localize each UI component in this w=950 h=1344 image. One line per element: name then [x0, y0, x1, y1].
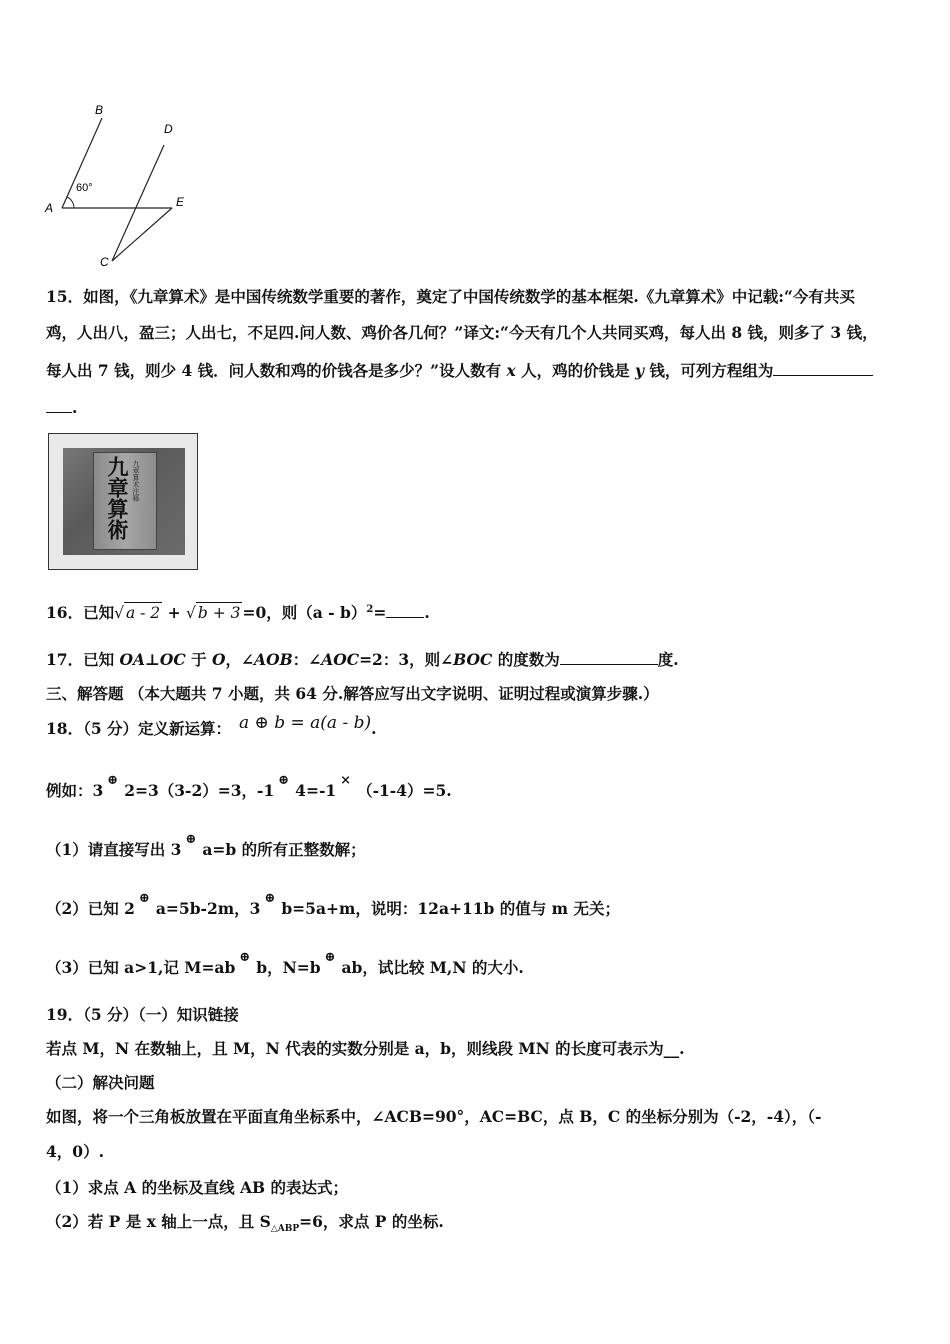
q18-part3 [46, 950, 524, 980]
q19-p2-subscript: △ABP [270, 1224, 300, 1235]
q15-line3-b: 人，鸡的价钱是 [515, 361, 636, 380]
oplus-icon-6: ⊕ [239, 950, 251, 965]
q17-prefix: 17．已知 [46, 650, 120, 669]
q19-p2-a: （2）若 P 是 x 轴上一点，且 S [46, 1212, 271, 1231]
book-photo-background [63, 448, 185, 555]
q18-example-a: 例如：3 [46, 781, 104, 800]
q18-example [46, 773, 452, 803]
q18-part2 [46, 891, 620, 921]
q17-answer-blank [560, 650, 658, 665]
sqrt-icon-2: √ [185, 604, 196, 623]
q16-mid: =0，则（a - b） [242, 603, 367, 623]
oplus-icon-3: ⊕ [185, 832, 197, 847]
q17-oa: OA [119, 650, 145, 669]
q18-formula: a ⊕ b = a(a - b) [239, 713, 372, 733]
q16-radicand-1: a - 2 [125, 604, 161, 623]
q19-sub2: （二）解决问题 [46, 1073, 155, 1092]
q17-boc: BOC [453, 650, 493, 669]
times-icon: × [340, 773, 352, 788]
q18-p2-c: b=5a+m，说明：12a+11b 的值与 m 无关； [281, 899, 620, 918]
q17-colon: ：∠ [292, 650, 322, 669]
q17-comma: ，∠ [225, 650, 255, 669]
q17-yu: 于 [185, 650, 213, 669]
q16-answer-blank [386, 603, 424, 618]
q19-line1: 若点 M，N 在数轴上，且 M，N 代表的实数分别是 a，b，则线段 MN 的长度可表示为__. [46, 1039, 685, 1058]
q18-p2-a: （2）已知 2 [46, 899, 135, 918]
label-e: E [176, 195, 185, 209]
oplus-icon-5: ⊕ [264, 891, 276, 906]
q19-part2 [46, 1212, 444, 1239]
geometry-figure [40, 98, 200, 273]
section-3-heading: 三、解答题 （本大题共 7 小题，共 64 分.解答应写出文字说明、证明过程或演算步骤.） [46, 684, 659, 703]
q19-title: 19．（5 分）（一）知识链接 [46, 1005, 239, 1024]
q19-p2-b: =6，求点 P 的坐标. [299, 1212, 444, 1231]
var-x: x [506, 361, 516, 380]
q19-part1: （1）求点 A 的坐标及直线 AB 的表达式； [46, 1178, 349, 1197]
q19-line3: 4，0）. [46, 1142, 104, 1161]
q17-aoc: AOC [321, 650, 360, 669]
q18-p1-b: a=b 的所有正整数解； [202, 840, 366, 859]
q16-exponent: 2 [366, 604, 374, 615]
segment-ab [62, 118, 102, 208]
angle-label: 60° [76, 182, 93, 194]
q16-radicand-2: b + 3 [197, 604, 241, 623]
label-d: D [164, 122, 173, 136]
q18-p3-a: （3）已知 a>1,记 M=ab [46, 958, 236, 977]
q18-example-d: （-1-4）=5. [357, 781, 452, 800]
q17-unit: 度. [657, 650, 679, 669]
q17-aob: AOB [254, 650, 293, 669]
q18-p1-a: （1）请直接写出 3 [46, 840, 182, 859]
q18-prefix: 18．（5 分）定义新运算： [46, 719, 232, 738]
q17 [46, 650, 679, 670]
q18-end: . [371, 719, 377, 738]
q15-answer-blank [773, 361, 873, 376]
q18-example-b: 2=3（3-2）=3，-1 [124, 781, 275, 800]
q16 [46, 600, 430, 623]
q15-line3-c: 钱，可列方程组为 [644, 361, 774, 380]
q15-line1: 15．如图，《九章算术》是中国传统数学重要的著作，奠定了中国传统数学的基本框架.《九章算术》中记载:“今有共买 [46, 287, 855, 306]
angle-arc [67, 197, 74, 208]
q17-ratio: =2：3，则∠ [359, 650, 454, 669]
oplus-icon: ⊕ [107, 773, 119, 788]
sqrt-icon: √ [114, 604, 124, 623]
q15-line3 [46, 361, 873, 381]
book-subtitle: 九章算术注释 [132, 460, 140, 502]
q15-end: . [72, 398, 78, 417]
q17-oc: OC [159, 650, 186, 669]
q15-line4 [46, 398, 77, 418]
oplus-icon-2: ⊕ [278, 773, 290, 788]
q16-end: . [424, 603, 430, 623]
segment-ce [112, 208, 172, 261]
q15-line3-a: 每人出 7 钱，则少 4 钱．问人数和鸡的价钱各是多少？”设人数有 [46, 361, 507, 380]
var-y: y [635, 361, 645, 380]
label-b: B [95, 103, 104, 117]
label-c: C [100, 255, 109, 269]
q18-p2-b: a=5b-2m，3 [155, 899, 261, 918]
q18-title [46, 713, 377, 739]
q18-part1 [46, 832, 366, 862]
q18-p3-b: b，N=b [256, 958, 321, 977]
book-photo [48, 433, 198, 570]
q15-answer-blank-cont [46, 398, 72, 413]
q17-perp: ⊥ [145, 650, 160, 669]
label-a: A [45, 201, 54, 215]
oplus-icon-7: ⊕ [324, 950, 336, 965]
q15-line2: 鸡，人出八，盈三；人出七，不足四.问人数、鸡价各几何？”译文:“今天有几个人共同买鸡，每人出 8 钱，则多了 3 钱， [46, 323, 878, 342]
oplus-icon-4: ⊕ [138, 891, 150, 906]
segment-cd [112, 145, 164, 261]
q19-line2: 如图，将一个三角板放置在平面直角坐标系中，∠ACB=90°，AC=BC，点 B，C 的坐标分别为（-2，-4），（- [46, 1107, 822, 1126]
q17-o: O [212, 650, 226, 669]
q17-tail: 的度数为 [492, 650, 560, 669]
q18-example-c: 4=-1 [295, 781, 337, 800]
q16-prefix: 16．已知 [46, 603, 115, 623]
q18-p3-c: ab，试比较 M,N 的大小. [341, 958, 524, 977]
q16-plus: + [162, 603, 186, 623]
book-title: 九章算術 [105, 456, 130, 540]
q16-suffix: = [373, 603, 387, 623]
